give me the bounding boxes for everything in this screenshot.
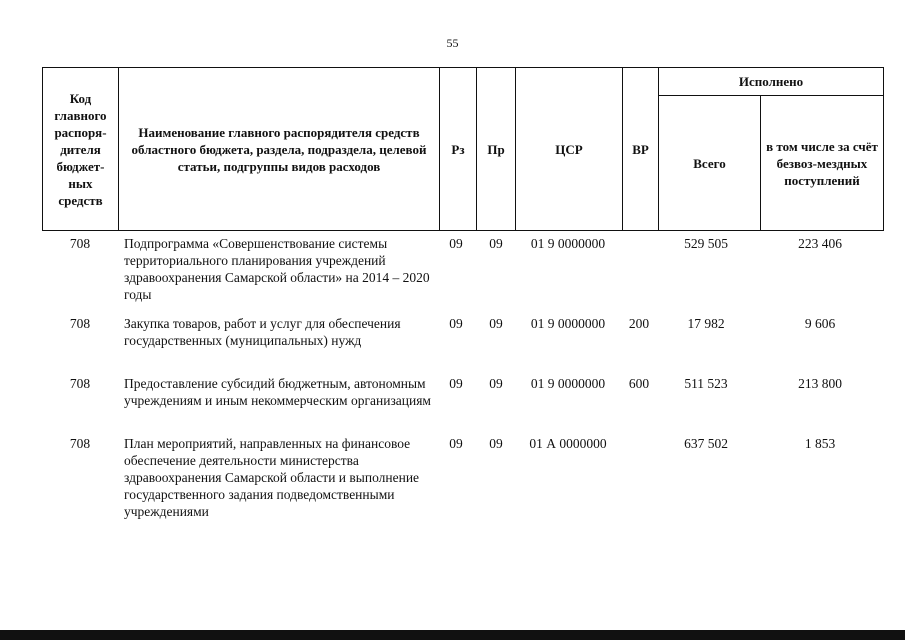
cell-vr: 200 bbox=[628, 316, 650, 331]
header-csr: ЦСР bbox=[516, 68, 623, 231]
cell-pr: 09 bbox=[489, 436, 503, 451]
cell-free: 213 800 bbox=[798, 376, 842, 391]
cell-csr: 01 9 0000000 bbox=[530, 236, 606, 251]
cell-pr: 09 bbox=[489, 376, 503, 391]
cell-total: 529 505 bbox=[684, 236, 728, 251]
cell-total: 511 523 bbox=[684, 376, 728, 391]
scan-bottom-edge bbox=[0, 630, 905, 640]
cell-rz: 09 bbox=[449, 436, 463, 451]
table-header bbox=[42, 67, 883, 231]
header-free-receipts: в том числе за счёт безвоз-мездных поступлений bbox=[761, 96, 884, 231]
cell-rz: 09 bbox=[449, 236, 463, 251]
cell-name: Подпрограмма «Совершенствование системы территориального планирования учреждений здравоохранения Самарской области» на 2014 – 2020 годы bbox=[124, 236, 430, 302]
cell-name: Закупка товаров, работ и услуг для обеспечения государственных (муниципальных) нужд bbox=[124, 316, 401, 348]
cell-free: 9 606 bbox=[804, 316, 836, 331]
header-total: Всего bbox=[659, 96, 761, 231]
header-name: Наименование главного распорядителя средств областного бюджета, раздела, подраздела, целевой статьи, подгруппы видов расходов bbox=[119, 68, 440, 231]
cell-total: 637 502 bbox=[684, 436, 728, 451]
cell-code: 708 bbox=[69, 316, 91, 331]
header-rz: Рз bbox=[440, 68, 477, 231]
header-code: Код главного распоря-дителя бюджет-ных средств bbox=[43, 68, 119, 231]
table-row bbox=[42, 311, 883, 371]
cell-pr: 09 bbox=[489, 316, 503, 331]
header-pr: Пр bbox=[477, 68, 516, 231]
cell-vr: 600 bbox=[628, 376, 650, 391]
cell-code: 708 bbox=[69, 376, 91, 391]
header-table bbox=[42, 67, 884, 231]
table-body bbox=[42, 231, 883, 531]
table-row bbox=[42, 431, 883, 531]
cell-rz: 09 bbox=[449, 316, 463, 331]
cell-csr: 01 9 0000000 bbox=[530, 376, 606, 391]
cell-code: 708 bbox=[69, 436, 91, 451]
cell-name: План мероприятий, направленных на финансовое обеспечение деятельности министерства здравоохранения Самарской области и выполнение государственного задания подведомственными учреждениями bbox=[124, 436, 420, 519]
cell-free: 223 406 bbox=[798, 236, 842, 251]
cell-name: Предоставление субсидий бюджетным, автономным учреждениям и иным некоммерческим организациям bbox=[124, 376, 431, 408]
cell-pr: 09 bbox=[489, 236, 503, 251]
table-row bbox=[42, 231, 883, 311]
cell-csr: 01 А 0000000 bbox=[529, 436, 607, 451]
cell-rz: 09 bbox=[449, 376, 463, 391]
cell-code: 708 bbox=[69, 236, 91, 251]
header-executed: Исполнено bbox=[659, 68, 884, 96]
header-vr: ВР bbox=[623, 68, 659, 231]
cell-free: 1 853 bbox=[804, 436, 836, 451]
cell-total: 17 982 bbox=[687, 316, 725, 331]
page-number: 55 bbox=[446, 36, 459, 50]
cell-csr: 01 9 0000000 bbox=[530, 316, 606, 331]
table-row bbox=[42, 371, 883, 431]
